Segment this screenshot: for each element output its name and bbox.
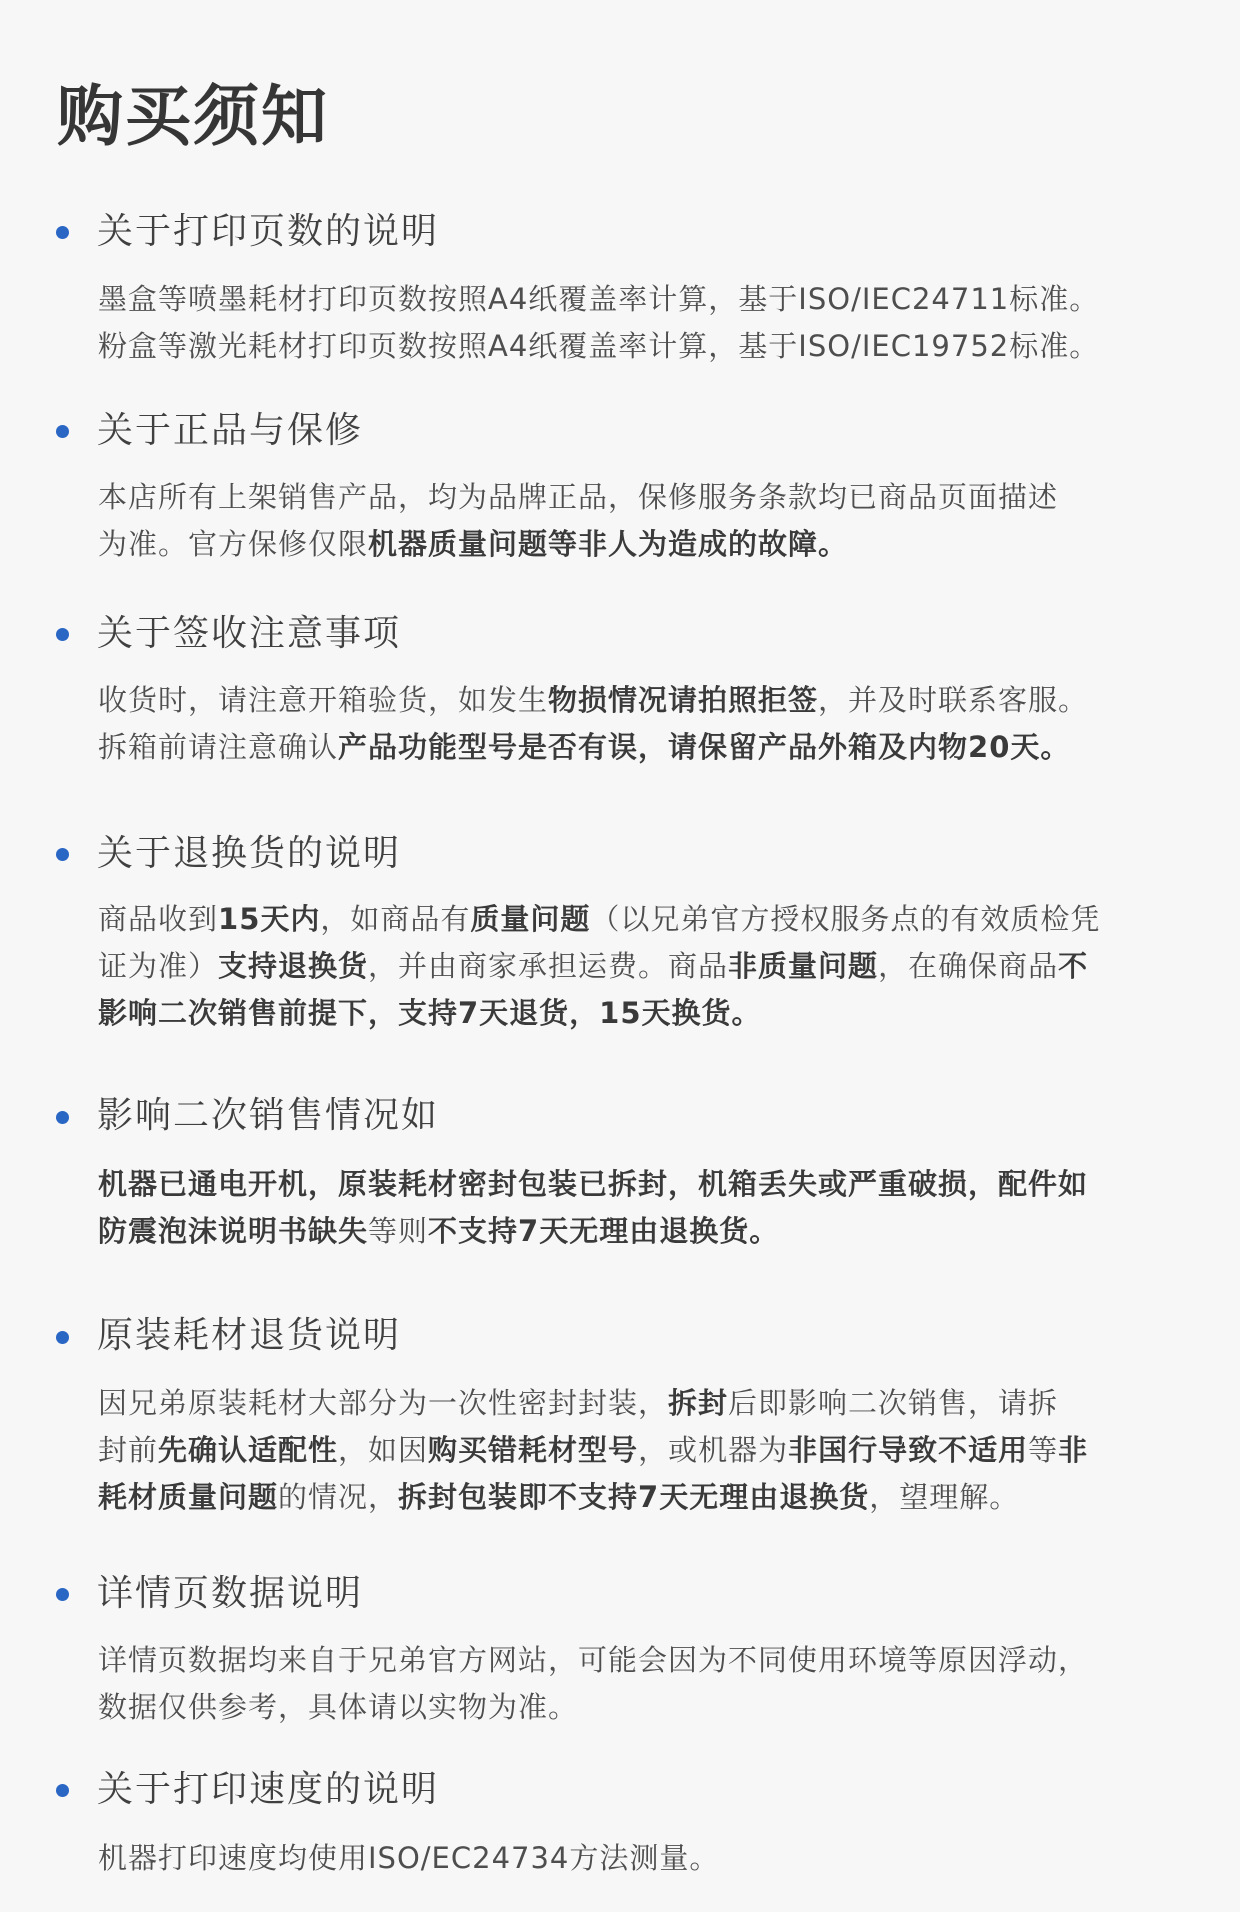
emphasis-text: 非 (1058, 1433, 1089, 1467)
bullet-icon (56, 1784, 69, 1797)
body-line (98, 1380, 1168, 1427)
body-text: 收货时，请注意开箱验货，如发生 (98, 683, 549, 717)
section-heading: 关于打印速度的说明 (97, 1769, 440, 1810)
body-text: （以兄弟官方授权服务点的有效质检凭 (590, 902, 1101, 936)
body-text: 墨盒等喷墨耗材打印页数按照A4纸覆盖率计算，基于ISO/IEC24711标准。 (98, 282, 1100, 316)
body-line (98, 943, 1168, 990)
body-line (98, 323, 1168, 370)
body-text: 证为准） (98, 949, 219, 983)
body-text: ，并及时联系客服。 (818, 683, 1089, 717)
body-text: ，在确保商品 (878, 949, 1059, 983)
emphasis-text: 机器已通电开机，原装耗材密封包装已拆封，机箱丢失或严重破损，配件如 (98, 1167, 1089, 1201)
page-title: 购买须知 (57, 78, 329, 155)
emphasis-text: 15天内 (218, 902, 321, 936)
emphasis-text: 支持退换货 (218, 949, 369, 983)
section-heading: 详情页数据说明 (97, 1573, 364, 1614)
section-body (98, 474, 1168, 568)
body-text: 的情况， (278, 1480, 399, 1514)
body-text: ，或机器为 (638, 1433, 789, 1467)
body-text: 为准。官方保修仅限 (98, 527, 369, 561)
body-line (98, 1684, 1168, 1731)
emphasis-text: 不支持7天无理由退换货。 (428, 1214, 780, 1248)
body-line (98, 276, 1168, 323)
body-line (98, 1427, 1168, 1474)
body-line (98, 1208, 1168, 1255)
body-text: 机器打印速度均使用ISO/EC24734方法测量。 (98, 1841, 720, 1875)
body-text: 等 (1028, 1433, 1059, 1467)
body-text: 粉盒等激光耗材打印页数按照A4纸覆盖率计算，基于ISO/IEC19752标准。 (98, 329, 1100, 363)
emphasis-text: 拆封包装即不支持7天无理由退换货 (398, 1480, 870, 1514)
bullet-icon (56, 1331, 69, 1344)
body-text: 因兄弟原装耗材大部分为一次性密封封装， (98, 1386, 669, 1420)
body-text: 商品收到 (98, 902, 219, 936)
body-text: 拆箱前请注意确认 (98, 730, 339, 764)
emphasis-text: 不 (1058, 949, 1089, 983)
section-body (98, 896, 1168, 1037)
section-body (98, 1835, 1168, 1882)
section-body (98, 677, 1168, 771)
body-text: ，并由商家承担运费。商品 (368, 949, 729, 983)
body-line (98, 474, 1168, 521)
emphasis-text: 物损情况请拍照拒签 (548, 683, 819, 717)
body-text: ，望理解。 (869, 1480, 1020, 1514)
emphasis-text: 非国行导致不适用 (788, 1433, 1029, 1467)
bullet-icon (56, 1111, 69, 1124)
body-text: 详情页数据均来自于兄弟官方网站，可能会因为不同使用环境等原因浮动， (98, 1643, 1089, 1677)
bullet-icon (56, 848, 69, 861)
body-line (98, 896, 1168, 943)
section-heading: 原装耗材退货说明 (97, 1315, 402, 1356)
section-heading: 关于退换货的说明 (97, 833, 402, 874)
emphasis-text: 质量问题 (470, 902, 591, 936)
emphasis-text: 耗材质量问题 (98, 1480, 279, 1514)
emphasis-text: 影响二次销售前提下，支持7天退货，15天换货。 (98, 996, 762, 1030)
body-line (98, 1161, 1168, 1208)
bullet-icon (56, 226, 69, 239)
body-line (98, 1637, 1168, 1684)
body-text: ，如因 (338, 1433, 429, 1467)
body-line (98, 677, 1168, 724)
body-text: 后即影响二次销售，请拆 (728, 1386, 1059, 1420)
body-line (98, 724, 1168, 771)
body-text: 本店所有上架销售产品，均为品牌正品，保修服务条款均已商品页面描述 (98, 480, 1059, 514)
bullet-icon (56, 628, 69, 641)
body-text: 等则 (368, 1214, 429, 1248)
body-text: 数据仅供参考，具体请以实物为准。 (98, 1690, 579, 1724)
body-line (98, 990, 1168, 1037)
section-heading: 关于打印页数的说明 (97, 211, 440, 252)
body-line (98, 1474, 1168, 1521)
emphasis-text: 拆封 (668, 1386, 729, 1420)
bullet-icon (56, 425, 69, 438)
emphasis-text: 防震泡沫说明书缺失 (98, 1214, 369, 1248)
section-body (98, 276, 1168, 370)
emphasis-text: 先确认适配性 (158, 1433, 339, 1467)
emphasis-text: 机器质量问题等非人为造成的故障。 (368, 527, 849, 561)
section-heading: 关于签收注意事项 (97, 613, 402, 654)
bullet-icon (56, 1588, 69, 1601)
section-heading: 关于正品与保修 (97, 410, 364, 451)
body-text: ，如商品有 (320, 902, 471, 936)
section-body (98, 1380, 1168, 1521)
emphasis-text: 购买错耗材型号 (428, 1433, 639, 1467)
section-heading: 影响二次销售情况如 (97, 1095, 440, 1136)
body-line (98, 1835, 1168, 1882)
section-body (98, 1637, 1168, 1731)
body-line (98, 521, 1168, 568)
emphasis-text: 产品功能型号是否有误，请保留产品外箱及内物20天。 (338, 730, 1071, 764)
section-body (98, 1161, 1168, 1255)
emphasis-text: 非质量问题 (728, 949, 879, 983)
body-text: 封前 (98, 1433, 159, 1467)
